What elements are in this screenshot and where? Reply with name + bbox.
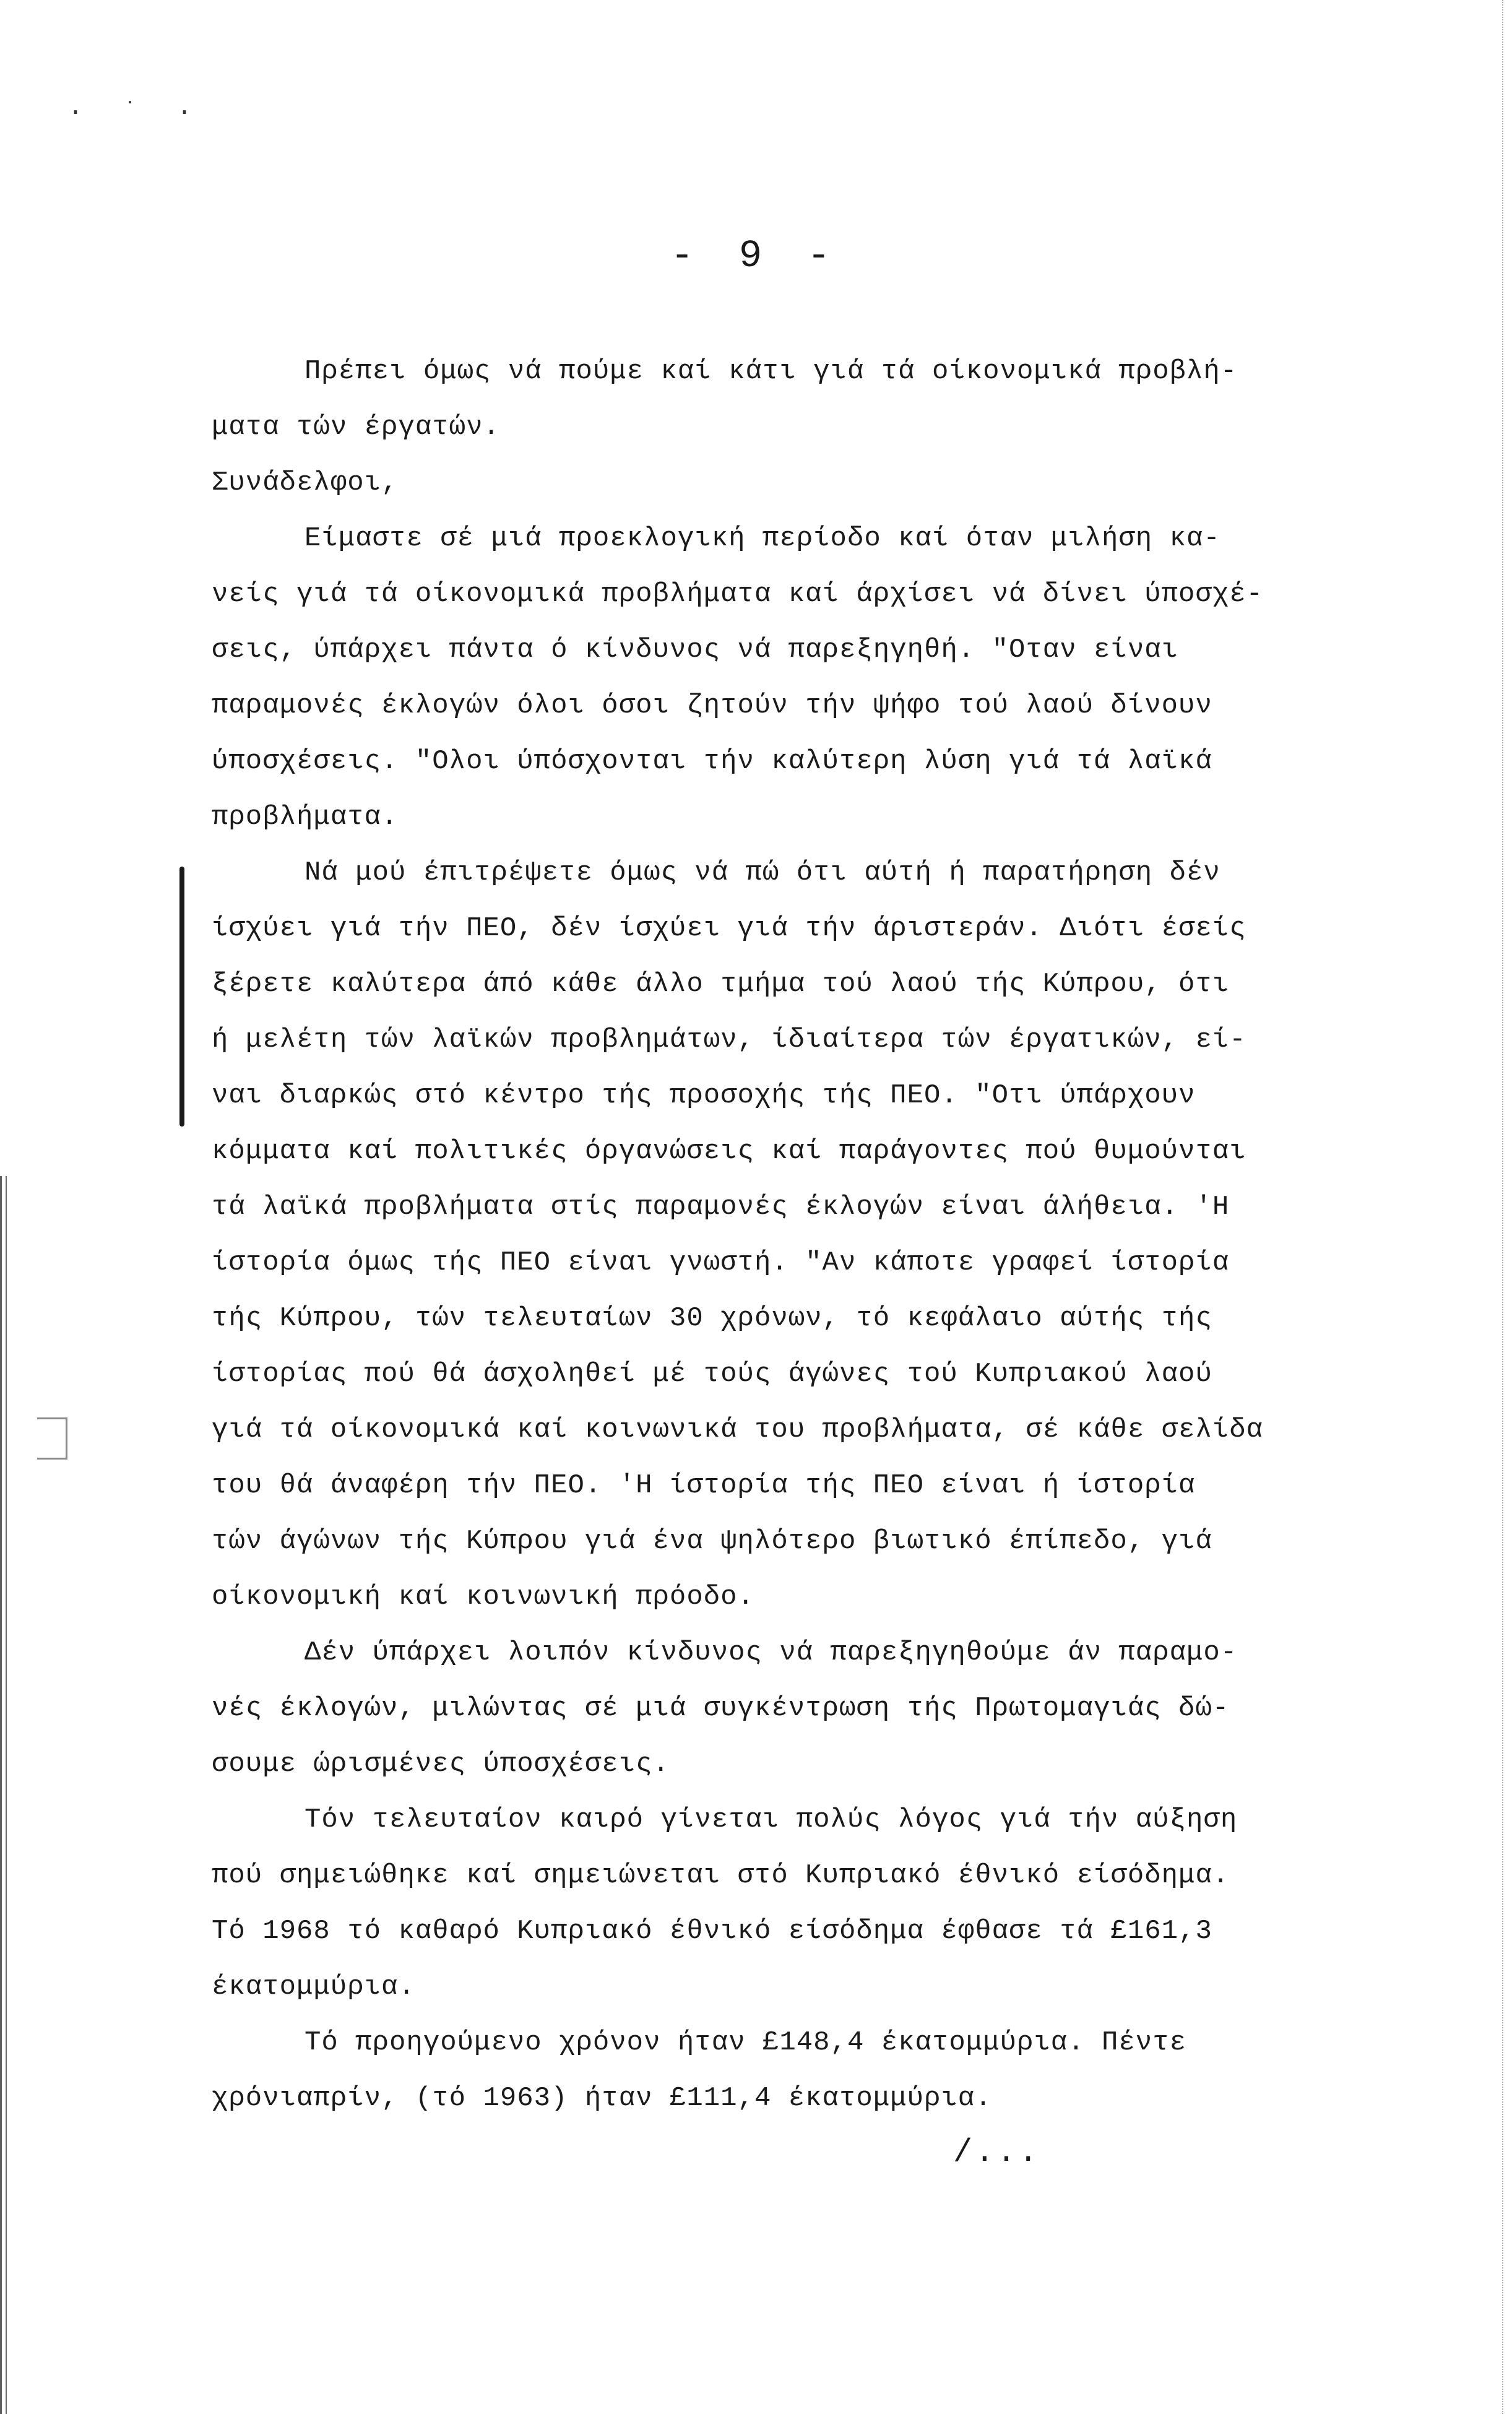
text-line: τής Κύπρου, τών τελευταίων 30 χρόνων, τό κεφάλαιο αύτής τής — [212, 1303, 1212, 1334]
text-line: Δέν ύπάρχει λοιπόν κίνδυνος νά παρεξηγηθούμε άν παραμο- — [305, 1637, 1238, 1668]
text-line: έκατομμύρια. — [212, 1971, 415, 2002]
text-line: ίσχύει γιά τήν ΠΕΟ, δέν ίσχύει γιά τήν άριστεράν. Διότι έσείς — [212, 913, 1246, 944]
text-line: ή μελέτη τών λαϊκών προβλημάτων, ίδιαίτερα τών έργατικών, εί- — [212, 1024, 1246, 1055]
text-line: τά λαϊκά προβλήματα στίς παραμονές έκλογών είναι άλήθεια. 'Η — [212, 1192, 1230, 1222]
text-line: γιά τά οίκονομικά καί κοινωνικά του προβλήματα, σέ κάθε σελίδα — [212, 1414, 1264, 1445]
text-line: χρόνιαπρίν, (τό 1963) ήταν £111,4 έκατομμύρια. — [212, 2083, 992, 2114]
continuation-mark: /... — [953, 2134, 1040, 2171]
text-line: Τό προηγούμενο χρόνον ήταν £148,4 έκατομμύρια. Πέντε — [305, 2027, 1187, 2058]
text-line: νείς γιά τά οίκονομικά προβλήματα καί άρχίσει νά δίνει ύποσχέ- — [212, 579, 1264, 610]
page-number: - 9 - — [670, 234, 842, 278]
text-line: Είμαστε σέ μιά προεκλογική περίοδο καί όταν μιλήση κα- — [305, 523, 1220, 554]
text-line: ματα τών έργατών. — [212, 412, 500, 443]
text-line: τών άγώνων τής Κύπρου γιά ένα ψηλότερο βιωτικό έπίπεδο, γιά — [212, 1526, 1212, 1557]
margin-marker-line — [179, 867, 184, 1127]
text-line: Συνάδελφοι, — [212, 467, 399, 498]
text-line: σουμε ώρισμένες ύποσχέσεις. — [212, 1749, 670, 1780]
text-line: ύποσχέσεις. "Ολοι ύπόσχονται τήν καλύτερη λύση γιά τά λαϊκά — [212, 746, 1212, 777]
text-line: ίστορία όμως τής ΠΕΟ είναι γνωστή. "Αν κάποτε γραφεί ίστορία — [212, 1247, 1230, 1278]
text-line: οίκονομική καί κοινωνική πρόοδο. — [212, 1581, 754, 1612]
text-line: πού σημειώθηκε καί σημειώνεται στό Κυπριακό έθνικό είσόδημα. — [212, 1860, 1230, 1891]
text-line: του θά άναφέρη τήν ΠΕΟ. 'Η ίστορία τής ΠΕΟ είναι ή ίστορία — [212, 1470, 1196, 1501]
text-line: ξέρετε καλύτερα άπό κάθε άλλο τμήμα τού λαού τής Κύπρου, ότι — [212, 969, 1230, 1000]
text-line: Τόν τελευταίον καιρό γίνεται πολύς λόγος γιά τήν αύξηση — [305, 1804, 1238, 1835]
text-line: προβλήματα. — [212, 802, 399, 833]
text-line: σεις, ύπάρχει πάντα ό κίνδυνος νά παρεξηγηθή. "Οταν είναι — [212, 634, 1179, 665]
text-line: ναι διαρκώς στό κέντρο τής προσοχής τής ΠΕΟ. "Οτι ύπάρχουν — [212, 1080, 1196, 1111]
text-line: Τό 1968 τό καθαρό Κυπριακό έθνικό είσόδημα έφθασε τά £161,3 — [212, 1916, 1212, 1947]
text-line: Νά μού έπιτρέψετε όμως νά πώ ότι αύτή ή παρατήρηση δέν — [305, 857, 1220, 888]
text-line: Πρέπει όμως νά πούμε καί κάτι γιά τά οίκονομικά προβλή- — [305, 356, 1238, 387]
scan-specks: · ˙ · — [68, 99, 205, 127]
scan-left-edge — [0, 1176, 16, 2414]
text-line: κόμματα καί πολιτικές όργανώσεις καί παράγοντες πού θυμούνται — [212, 1136, 1246, 1167]
scan-right-edge — [1502, 0, 1512, 2414]
binder-clip-mark — [37, 1417, 67, 1460]
text-line: νές έκλογών, μιλώντας σέ μιά συγκέντρωση τής Πρωτομαγιάς δώ- — [212, 1693, 1230, 1724]
text-line: ίστορίας πού θά άσχοληθεί μέ τούς άγώνες τού Κυπριακού λαού — [212, 1359, 1212, 1390]
text-line: παραμονές έκλογών όλοι όσοι ζητούν τήν ψήφο τού λαού δίνουν — [212, 690, 1212, 721]
document-body — [212, 344, 1344, 2126]
